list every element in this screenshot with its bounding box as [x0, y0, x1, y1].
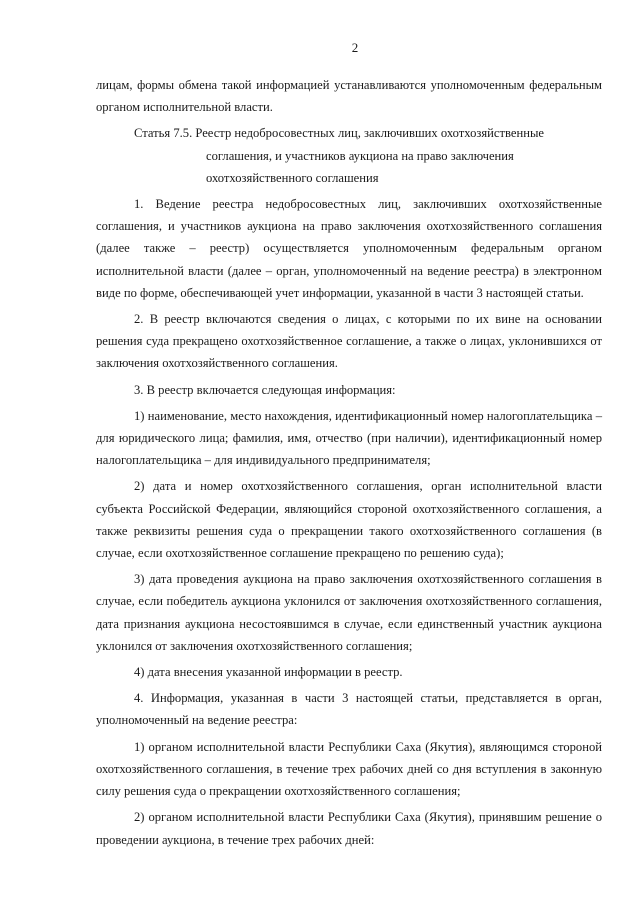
paragraph-4-item-1: 1) органом исполнительной власти Республики Саха (Якутия), являющимся стороной охотхозяйственного соглашения, в течение трех рабочих дней со дня вступления в законную силу решения суда о прекращении охотхозяйственного соглашения;	[96, 739, 602, 799]
paragraph-3-item-1: 1) наименование, место нахождения, идентификационный номер налогоплательщика – для юридического лица; фамилия, имя, отчество (при наличии), идентификационный номер налогоплательщика – для индивидуального предпринимателя;	[96, 408, 602, 468]
article-title	[96, 122, 602, 189]
document-page	[96, 40, 602, 855]
paragraph-4: 4. Информация, указанная в части 3 настоящей статьи, представляется в орган, уполномоченный на ведение реестра:	[96, 691, 602, 728]
article-title-line-1: Статья 7.5. Реестр недобросовестных лиц, заключивших охотхозяйственные	[134, 126, 544, 141]
paragraph-1: 1. Ведение реестра недобросовестных лиц, заключивших охотхозяйственные соглашения, и участников аукциона на право заключения охотхозяйственного соглашения (далее также – реестр) осуществляется уполномоченным федеральным органом исполнительной власти (далее – орган, уполномоченный на ведение реестра) в электронном виде по форме, обеспечивающей учет информации, указанной в части 3 настоящей статьи.	[96, 197, 602, 300]
article-title-line-3: охотхозяйственного соглашения	[206, 170, 379, 185]
paragraph-3-item-3: 3) дата проведения аукциона на право заключения охотхозяйственного соглашения в случае, если победитель аукциона уклонился от заключения охотхозяйственного соглашения, дата признания аукциона несостоявшимся в случае, если единственный участник аукциона уклонился от заключения охотхозяйственного соглашения;	[96, 572, 602, 653]
paragraph-3-item-2: 2) дата и номер охотхозяйственного соглашения, орган исполнительной власти субъекта Российской Федерации, являющийся стороной охотхозяйственного соглашения, а также реквизиты решения суда о прекращении такого охотхозяйственного соглашения (в случае, если охотхозяйственное соглашение прекращено по решению суда);	[96, 479, 602, 561]
paragraph-2: 2. В реестр включаются сведения о лицах, с которыми по их вине на основании решения суда прекращено охотхозяйственное соглашение, а также о лицах, уклонившихся от заключения охотхозяйственного соглашения.	[96, 312, 602, 371]
page-number: 2	[351, 40, 359, 55]
article-title-line-2: соглашения, и участников аукциона на право заключения	[206, 148, 514, 163]
paragraph-4-item-2: 2) органом исполнительной власти Республики Саха (Якутия), принявшим решение о проведении аукциона, в течение трех рабочих дней:	[96, 810, 602, 847]
intro-paragraph: лицам, формы обмена такой информацией устанавливаются уполномоченным федеральным органом исполнительной власти.	[96, 78, 602, 115]
paragraph-3: 3. В реестр включается следующая информация:	[134, 382, 396, 397]
paragraph-3-item-4: 4) дата внесения указанной информации в реестр.	[134, 665, 403, 680]
